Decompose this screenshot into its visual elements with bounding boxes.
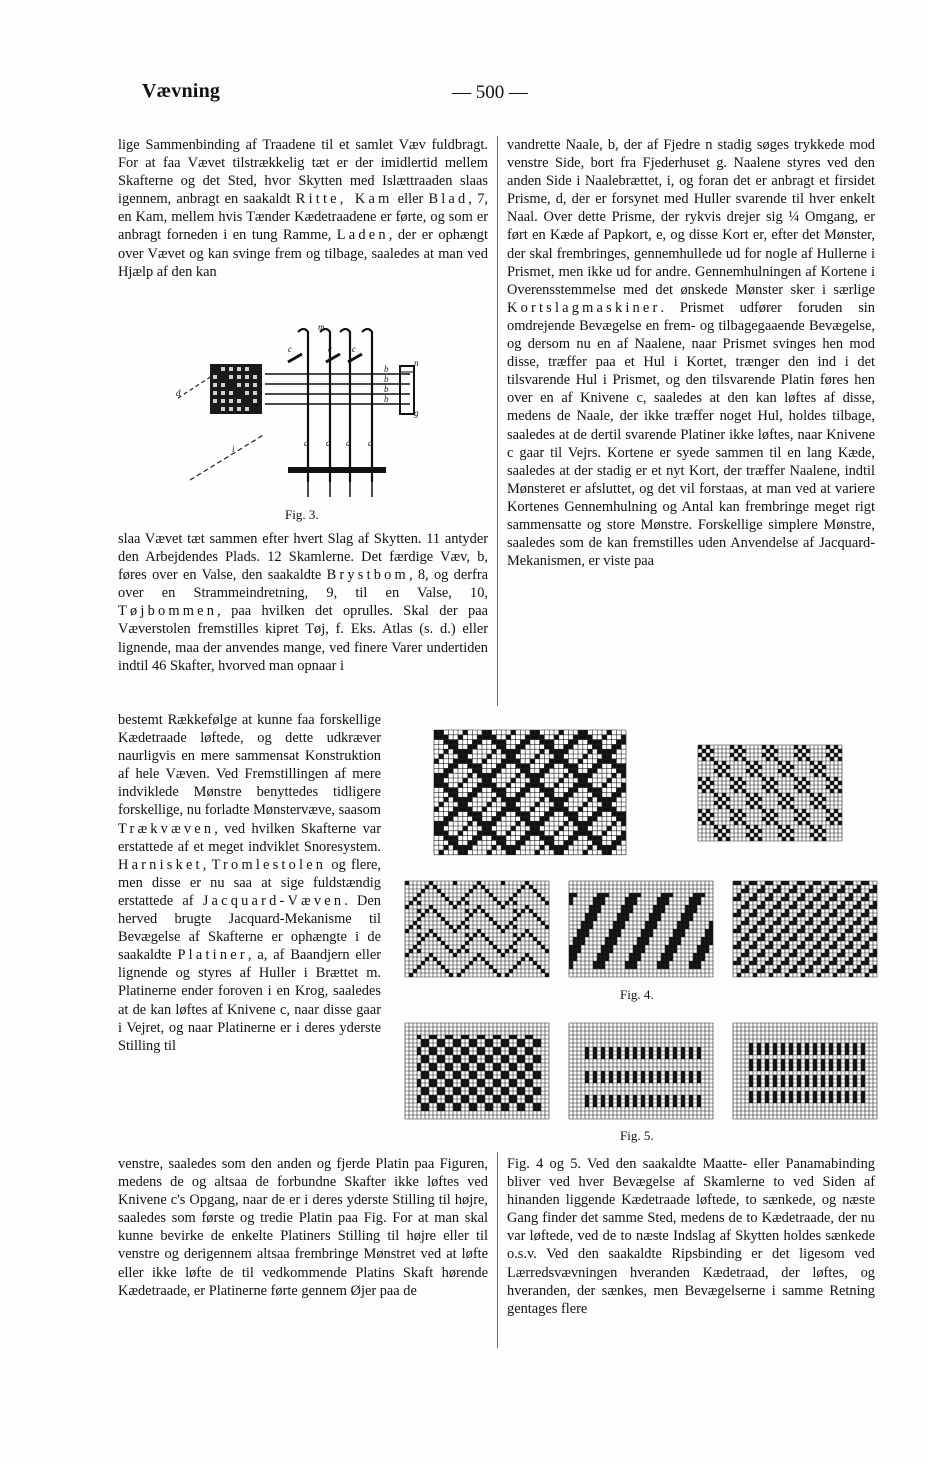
paragraph-left-2: slaa Vævet tæt sammen efter hvert Slag af Skytten. 11 antyder den Arbejdendes Plads. 12 Skamlerne. Det færdige Væv, b, føres over en Valse, den saakaldte Brystbom, 8, og derfra over en Strammeindretning, 9, til en Valse, 10, Tøjbommen, paa hvilken det oprulles. Skal der paa Væverstolen fremstilles kipret Tøj, f. Eks. Atlas (s. d.) eller lignende, maa der anvendes mange, ved finere Varer undertiden indtil 46 Skafter, hvorved man opnaar i	[118, 531, 488, 674]
fig5-caption: Fig. 5.	[620, 1128, 654, 1143]
fig4-pattern-diagonal-bold	[568, 880, 714, 978]
fig3-label-a3: a	[346, 438, 351, 448]
fig3-label-n: n	[414, 358, 419, 368]
left-column-middle	[118, 530, 488, 675]
fig5-pattern-panama	[404, 1022, 550, 1120]
fig3-label-a1: a	[304, 438, 309, 448]
fig4-pattern-twill	[732, 880, 878, 978]
fig5-pattern-rib-fine	[732, 1022, 878, 1120]
fig4-pattern-diamond	[433, 729, 627, 856]
fig3-label-c1: c	[288, 344, 292, 354]
paragraph-right-2: Fig. 4 og 5. Ved den saakaldte Maatte- eller Panamabinding bliver ved hver Bevægelse af Skamlerne to ved Siden af hinanden liggende Kædetraade løftede, to sænkede, og næste Gang finder det samme Sted, medens de to Kædetraade, der nu var løftede, ved de to næste Indslag af Skytten holdes sænkede o.s.v. Ved den saakaldte Ripsbinding er det ligesom ved Lærredsvævningen hveranden Kædetraad, der løftes, og hveranden, der sænkes, men Bevægelserne i samme Retning gentages flere	[507, 1156, 875, 1317]
paragraph-left-1: lige Sammenbinding af Traadene til et samlet Væv fuldbragt. For at faa Vævet tilstrækkelig tæt er der imidlertid mellem Skafterne og det Sted, hvor Skytten med Islættraaden slaas igennem, anbragt en saakaldt Ritte, Kam eller Blad, 7, en Kam, mellem hvis Tænder Kædetraadene er førte, og som er anbragt forneden i en tung Ramme, Laden, der er ophængt over Vævet og kan svinge frem og tilbage, saaledes at man ved Hjælp af den kan	[118, 137, 488, 280]
fig3-label-d: d	[176, 388, 181, 398]
fig3-label-c3: c	[352, 344, 356, 354]
paragraph-right-1: vandrette Naale, b, der af Fjedre n stadig søges trykkede mod venstre Side, bort fra Fjederhuset g. Naalene styres ved den anden Side i Naalebrættet, i, og foran det er anbragt et firsidet Prisme, d, der er forsynet med Huller svarende til hver enkelt Naal. Over dette Prisme, der rykvis drejer sig ¼ Omgang, er ført en Kæde af Papkort, e, og disse Kort er, efter det Mønster, der skal frembringes, gennemhullede ud for nogle af Hullerne i Prismet, men ikke ud for andre. Gennemhulningen af Kortene i Overensstemmelse med det ønskede Mønster sker i særlige Kortslagmaskiner. Prismet udfører foruden sin omdrejende Bevægelse en frem- og tilbagegaaende Bevægelse, og dersom nu en af Naalene, naar Prismet svinges hen mod disse, træffer paa et Hul i Kortet, trænger den ind i det tilsvarende Hul i Prismet, og den tilsvarende Platin føres hen over en af Knivene c, saaledes at den kan løftes af disse, medens de Naale, der ikke træffer noget Hul, holdes tilbage, saaledes at de dertil svarende Platiner ikke løftes, naar Knivene c gaar til Vejrs. Kortene er syede sammen til en lang Kæde, saaledes at der stadig er et nyt Kort, der træffer Naalene, indtil Mønsteret er afsluttet, og det vil forstaas, at man ved at variere Kortenes Gennemhulning og Antal kan frembringe meget rigt sammensatte og store Mønstre. Forskellige simplere Mønstre, saaledes som de kan fremstilles uden Anvendelse af Jacquard-Mekanismen, er viste paa	[507, 137, 875, 570]
column-rule-bottom	[497, 1152, 498, 1348]
right-column-top	[507, 136, 875, 570]
fig3-label-b1: b	[384, 364, 389, 374]
fig3-label-a2: a	[326, 438, 331, 448]
fig3-label-m: m	[318, 322, 325, 332]
fig4-pattern-zigzag	[404, 880, 550, 978]
fig3-label-i: i	[232, 444, 235, 454]
left-column-bottom	[118, 1155, 488, 1300]
fig3-label-b4: b	[384, 394, 389, 404]
fig3-label-a4: a	[368, 438, 373, 448]
paragraph-left-3: bestemt Rækkefølge at kunne faa forskellige Kædetraade løftede, og dette udkræver naurligvis en mere sammensat Konstruktion af hele Væven. Ved Fremstillingen af mere indviklede Mønstre benyttedes tidligere forskellige, nu forladte Mønstervæve, saasom Trækvæven, ved hvilken Skafterne var erstattede af et meget indviklet Snoresystem. Harnisket, Tromlestolen og flere, men disse er nu saa at sige fuldstændig erstattede af Jacquard-Væven. Den herved brugte Jacquard-Mekanisme til Bevægelse af Skafterne er ophængte i de saakaldte Platiner, a, af Baandjern eller lignende og styres af Huller i Brættet m. Platinerne ender foroven i en Krog, saaledes at de kan løftes af Knivene c, naar disse gaar i Vejret, og naar Platinerne er i deres yderste Stilling til	[118, 712, 382, 1054]
fig3-label-b2: b	[384, 374, 389, 384]
figure-3-jacquard-diagram	[170, 322, 430, 502]
page-number: — 500 —	[452, 82, 528, 103]
running-head-title: Vævning	[142, 80, 221, 102]
left-column-narrow	[118, 711, 381, 1055]
right-column-bottom	[507, 1155, 875, 1318]
fig4-caption: Fig. 4.	[620, 987, 654, 1002]
column-rule-top	[497, 136, 498, 706]
fig3-label-c2: c	[328, 344, 332, 354]
fig5-pattern-rib	[568, 1022, 714, 1120]
fig3-caption: Fig. 3.	[285, 507, 319, 522]
fig3-label-b3: b	[384, 384, 389, 394]
left-column-top	[118, 136, 488, 281]
fig3-label-g: g	[414, 408, 419, 418]
paragraph-left-4: venstre, saaledes som den anden og fjerde Platin paa Figuren, medens de og altsaa de forbundne Skafter ikke løftes ved Knivene c's Opgang, naar de er i deres yderste Stilling til højre, saaledes som første og tredie Platin paa Fig. For at man skal kunne bevirke de enkelte Platiners Stilling til højre eller til venstre og derigennem altsaa frembringe Mønstret ved at løfte eller ikke løfte de til vedkommende Platins Skaft hørende Kædetraade, er Platinerne førte gennem Øjer paa de	[118, 1156, 488, 1299]
fig4-pattern-checker-fine	[697, 744, 843, 842]
